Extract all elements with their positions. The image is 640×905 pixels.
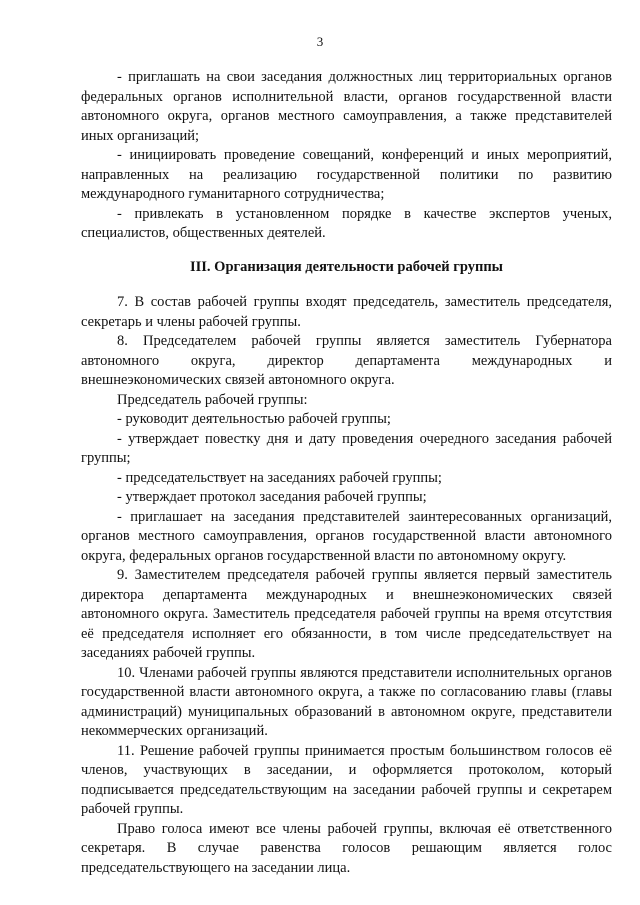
paragraph: Право голоса имеют все члены рабочей группы, включая её ответственного секретаря. В случае равенства голосов решающим является голос председательствующего на заседании лица. (81, 820, 612, 876)
list-item: - утверждает повестку дня и дату проведения очередного заседания рабочей группы; (81, 430, 612, 466)
paragraph: 8. Председателем рабочей группы является заместитель Губернатора автономного округа, директор департамента международных и внешнеэкономических связей автономного округа. (81, 333, 612, 388)
paragraph: - инициировать проведение совещаний, конференций и иных мероприятий, направленных на реализацию государственной политики по развитию международного гуманитарного сотрудничества; (81, 147, 612, 202)
list-item: - председательствует на заседаниях рабочей группы; (117, 469, 442, 486)
list-item: - утверждает протокол заседания рабочей группы; (117, 489, 427, 505)
section-heading: III. Организация деятельности рабочей группы (189, 258, 504, 275)
paragraph: 11. Решение рабочей группы принимается простым большинством голосов её членов, участвующих в заседании, и оформляется протоколом, который подписывается председательствующим на заседании рабочей группы и секретарем рабочей группы. (81, 742, 612, 817)
paragraph: - приглашать на свои заседания должностных лиц территориальных органов федеральных органов исполнительной власти, органов государственной власти автономного округа, органов местного самоуправления, а также представителей иных организаций; (81, 69, 612, 144)
page-number: 3 (316, 34, 324, 49)
document-body (81, 68, 612, 878)
list-item: - руководит деятельностью рабочей группы; (117, 411, 391, 427)
paragraph: 10. Членами рабочей группы являются представители исполнительных органов государственной власти автономного округа, а также по согласованию главы (главы администраций) муниципальных образований в автономном округе, представители некоммерческих организаций. (81, 664, 612, 739)
paragraph: Председатель рабочей группы: (117, 391, 308, 408)
paragraph: 9. Заместителем председателя рабочей группы является первый заместитель директора департамента международных и внешнеэкономических связей автономного округа. Заместитель председателя рабочей группы на время отсутствия её председателя исполняет его обязанности, в том числе председательствует на заседаниях рабочей группы. (81, 567, 612, 661)
paragraph: - привлекать в установленном порядке в качестве экспертов ученых, специалистов, общественных деятелей. (81, 205, 612, 241)
paragraph: 7. В состав рабочей группы входят председатель, заместитель председателя, секретарь и члены рабочей группы. (81, 294, 612, 330)
list-item: - приглашает на заседания представителей заинтересованных организаций, органов местного самоуправления, органов государственной власти автономного округа, федеральных органов государственной власти по автономному округу. (81, 508, 612, 564)
